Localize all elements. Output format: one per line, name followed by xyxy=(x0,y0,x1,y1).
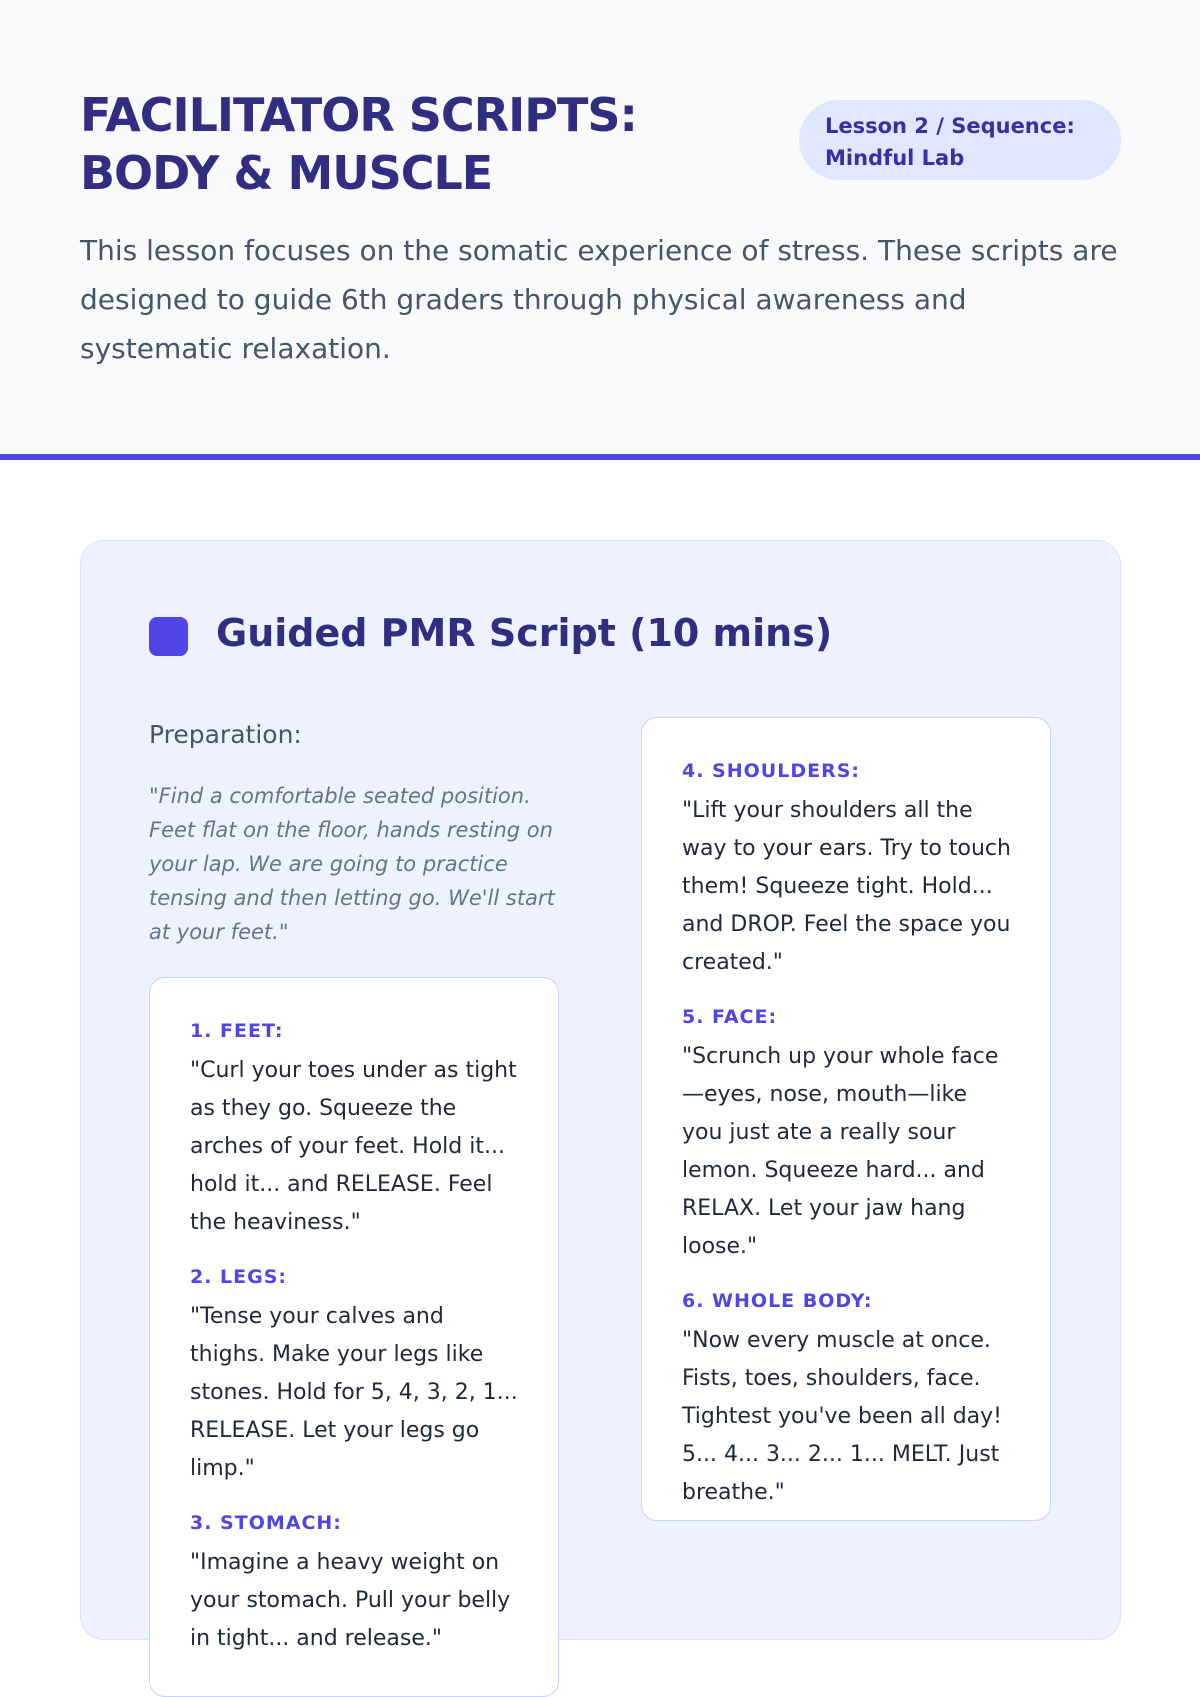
step-face xyxy=(682,1002,1012,1266)
steps-card-left xyxy=(149,977,559,1697)
step-label: 3. STOMACH: xyxy=(190,1512,342,1534)
step-label: 2. LEGS: xyxy=(190,1266,288,1288)
step-text: "Lift your shoulders all the way to your ears. Try to touch them! Squeeze tight. Hold... and DROP. Feel the space you created." xyxy=(682,798,1011,975)
lesson-badge: Lesson 2 / Sequence: Mindful Lab xyxy=(799,100,1121,180)
pmr-script-panel xyxy=(80,540,1121,1651)
step-text: "Now every muscle at once. Fists, toes, shoulders, face. Tightest you've been all day! 5... 4... 3... 2... 1... MELT. Just breathe." xyxy=(682,1328,1002,1505)
step-label: 1. FEET: xyxy=(190,1020,284,1042)
step-label: 4. SHOULDERS: xyxy=(682,760,860,782)
step-feet xyxy=(190,1016,520,1242)
step-text: "Imagine a heavy weight on your stomach. Pull your belly in tight... and release." xyxy=(190,1550,511,1651)
intro-paragraph: This lesson focuses on the somatic experience of stress. These scripts are designed to guide 6th graders through physical awareness and systematic relaxation. xyxy=(80,234,1118,365)
page-title: FACILITATOR SCRIPTS: BODY & MUSCLE xyxy=(80,88,637,200)
step-label: 5. FACE: xyxy=(682,1006,778,1028)
step-text: "Scrunch up your whole face—eyes, nose, mouth—like you just ate a really sour lemon. Squeeze hard... and RELAX. Let your jaw hang loose." xyxy=(682,1044,999,1259)
step-whole-body xyxy=(682,1286,1012,1512)
page-header xyxy=(0,0,1200,460)
step-text: "Curl your toes under as tight as they go. Squeeze the arches of your feet. Hold it... hold it... and RELEASE. Feel the heaviness." xyxy=(190,1058,517,1235)
step-label: 6. WHOLE BODY: xyxy=(682,1290,873,1312)
steps-card-right xyxy=(641,717,1051,1521)
step-shoulders xyxy=(682,756,1012,982)
square-bullet-icon xyxy=(149,617,188,656)
section-title: Guided PMR Script (10 mins) xyxy=(216,611,833,655)
step-legs xyxy=(190,1262,520,1488)
preparation-text: "Find a comfortable seated position. Feet flat on the floor, hands resting on your lap. We are going to practice tensing and then letting go. We'll start at your feet." xyxy=(149,784,555,944)
step-text: "Tense your calves and thighs. Make your legs like stones. Hold for 5, 4, 3, 2, 1... RELEASE. Let your legs go limp." xyxy=(190,1304,518,1481)
step-stomach xyxy=(190,1508,520,1658)
preparation-label: Preparation: xyxy=(149,720,302,749)
